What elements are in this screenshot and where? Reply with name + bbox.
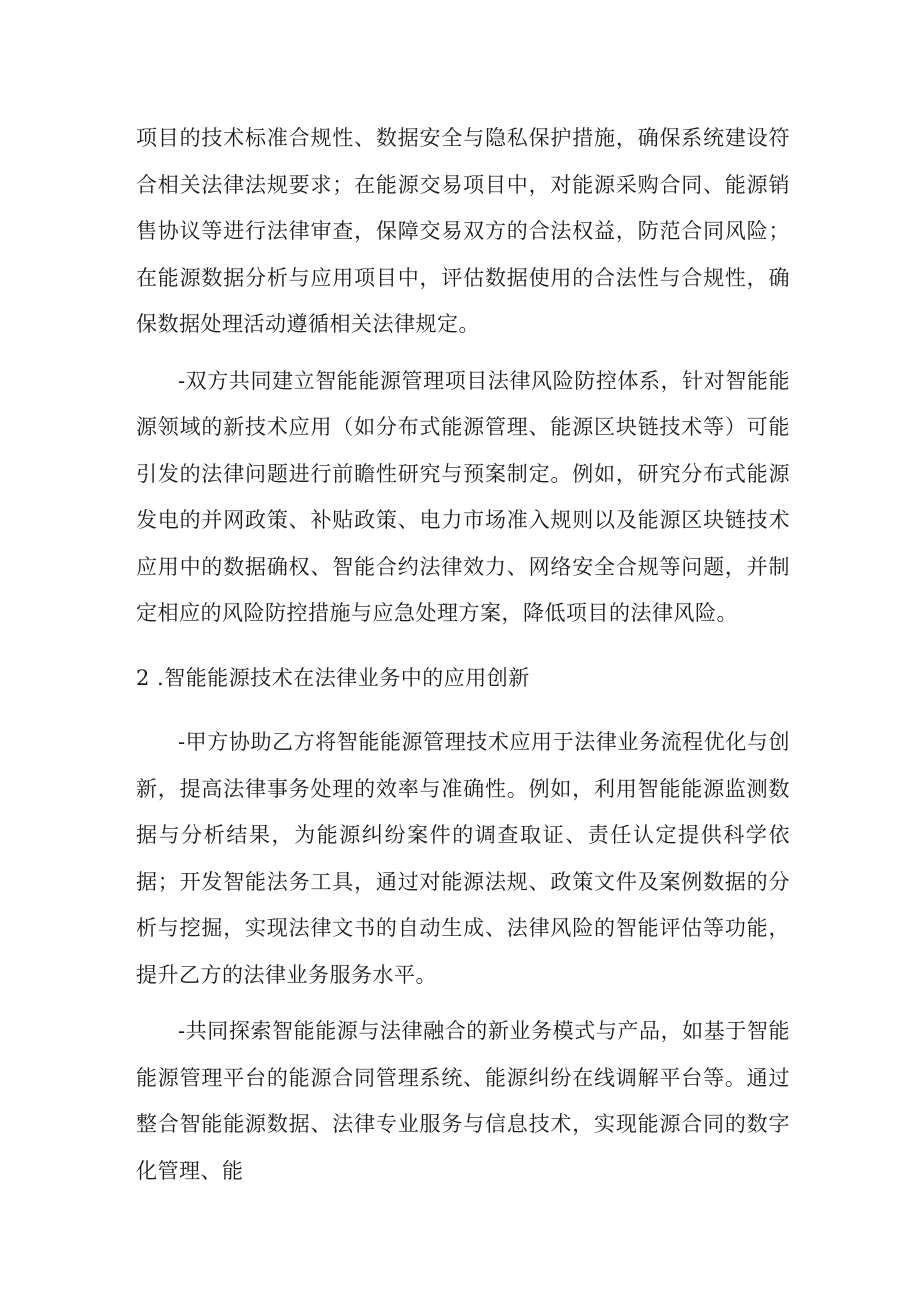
paragraph-spacer bbox=[136, 348, 790, 358]
heading-spacer bbox=[136, 701, 790, 719]
paragraph-spacer bbox=[136, 998, 790, 1008]
heading-spacer bbox=[136, 637, 790, 655]
document-body bbox=[136, 115, 790, 1194]
paragraph-new-business-models: -共同探索智能能源与法律融合的新业务模式与产品，如基于智能能源管理平台的能源合同管理系统、能源纠纷在线调解平台等。通过整合智能能源数据、法律专业服务与信息技术，实现能源合同的数字化管理、能 bbox=[136, 1019, 790, 1183]
paragraph-legal-tech-application: -甲方协助乙方将智能能源管理技术应用于法律业务流程优化与创新，提高法律事务处理的效率与准确性。例如，利用智能能源监测数据与分析结果，为能源纠纷案件的调查取证、责任认定提供科学依据；开发智能法务工具，通过对能源法规、政策文件及案例数据的分析与挖掘，实现法律文书的自动生成、法律风险的智能评估等功能，提升乙方的法律业务服务水平。 bbox=[136, 730, 790, 987]
paragraph-compliance-review: 项目的技术标准合规性、数据安全与隐私保护措施，确保系统建设符合相关法律法规要求；在能源交易项目中，对能源采购合同、能源销售协议等进行法律审查，保障交易双方的合法权益，防范合同风险；在能源数据分析与应用项目中，评估数据使用的合法性与合规性，确保数据处理活动遵循相关法律规定。 bbox=[136, 126, 790, 336]
section-heading-2: 2 .智能能源技术在法律业务中的应用创新 bbox=[136, 665, 530, 690]
paragraph-risk-control-system: -双方共同建立智能能源管理项目法律风险防控体系，针对智能能源领域的新技术应用（如分布式能源管理、能源区块链技术等）可能引发的法律问题进行前瞻性研究与预案制定。例如，研究分布式能源发电的并网政策、补贴政策、电力市场准入规则以及能源区块链技术应用中的数据确权、智能合约法律效力、网络安全合规等问题，并制定相应的风险防控措施与应急处理方案，降低项目的法律风险。 bbox=[136, 368, 790, 625]
